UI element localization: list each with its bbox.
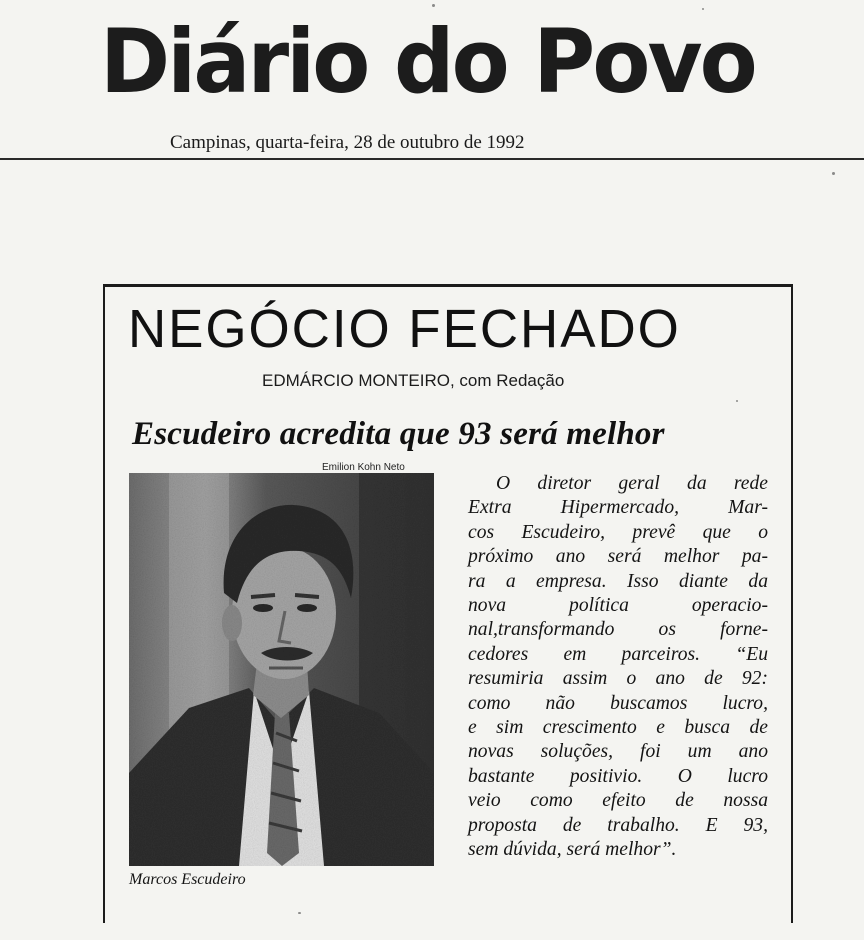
article-body bbox=[468, 472, 768, 863]
body-line: nal,transformando os forne- bbox=[468, 619, 768, 641]
body-line: novas soluções, foi um ano bbox=[468, 741, 768, 763]
body-line: Extra Hipermercado, Mar- bbox=[468, 497, 768, 519]
body-line: próximo ano será melhor pa- bbox=[468, 546, 768, 568]
body-line: resumiria assim o ano de 92: bbox=[468, 668, 768, 690]
print-speck bbox=[832, 172, 835, 175]
body-line: como não buscamos lucro, bbox=[468, 692, 768, 714]
column-byline: EDMÁRCIO MONTEIRO, com Redação bbox=[262, 371, 565, 390]
newspaper-masthead: Diário do Povo bbox=[100, 10, 755, 113]
body-line: sem dúvida, será melhor”. bbox=[468, 839, 677, 861]
portrait-photo bbox=[129, 473, 434, 866]
body-line: bastante positivio. O lucro bbox=[468, 765, 768, 787]
article-headline: Escudeiro acredita que 93 será melhor bbox=[132, 416, 665, 452]
column-title: NEGÓCIO FECHADO bbox=[128, 299, 681, 359]
body-line: cos Escudeiro, prevê que o bbox=[468, 521, 768, 543]
body-line: nova política operacio- bbox=[468, 595, 768, 617]
body-line: e sim crescimento e busca de bbox=[468, 717, 768, 739]
body-line: cedores em parceiros. “Eu bbox=[468, 643, 768, 665]
masthead-rule bbox=[0, 158, 864, 160]
body-line: O diretor geral da rede bbox=[496, 473, 768, 494]
body-line: veio como efeito de nossa bbox=[468, 790, 768, 812]
body-line: ra a empresa. Isso diante da bbox=[468, 570, 768, 592]
newspaper-dateline: Campinas, quarta-feira, 28 de outubro de 1992 bbox=[170, 132, 525, 153]
print-speck bbox=[432, 4, 435, 7]
photo-credit: Emilion Kohn Neto bbox=[322, 462, 405, 473]
body-line: proposta de trabalho. E 93, bbox=[468, 814, 768, 836]
photo-caption: Marcos Escudeiro bbox=[129, 871, 246, 888]
